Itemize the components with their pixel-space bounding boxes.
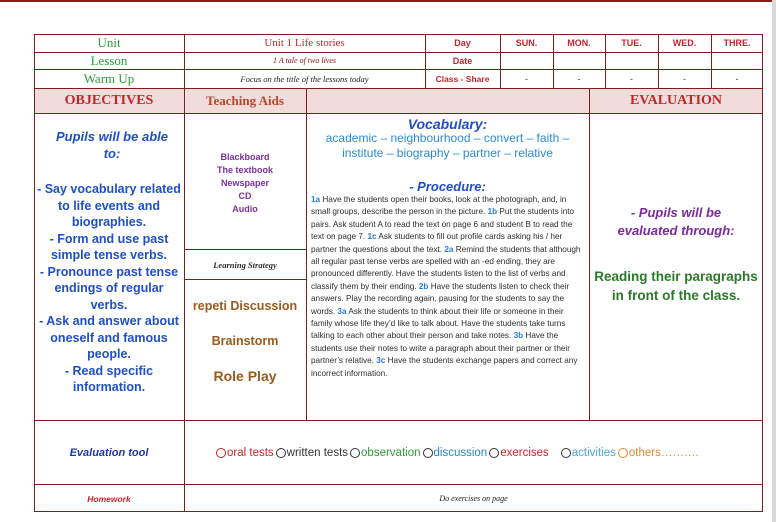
step-number: 1a — [311, 195, 321, 204]
strategy-brainstorm: Brainstorm — [211, 334, 279, 348]
evaluation-option[interactable] — [489, 447, 549, 459]
vocabulary-words: academic – neighbourhood – convert – faith – institute – biography – partner – relative — [325, 131, 570, 160]
evaluation-option[interactable] — [561, 447, 616, 459]
step-text: Have the students use their notes to write a paragraph about their partner or their partner’s relative. — [311, 331, 570, 366]
evaluation-option[interactable] — [350, 447, 420, 459]
unit-label: Unit — [97, 35, 121, 50]
step-text: Ask the students to think about their life or someone in their family whose life they’d like to talk about. Have the students take turns talking to each other about their person and take notes. — [311, 306, 566, 341]
teaching-aids-list — [184, 151, 306, 216]
objective-item: - Pronounce past tense endings of regular verbs. — [39, 264, 179, 312]
evaluation-heading: EVALUATION — [629, 93, 723, 108]
step-number: 1b — [487, 207, 498, 217]
strategy-role-play: Role Play — [213, 368, 277, 384]
aid-item: The textbook — [216, 165, 273, 175]
step-text: Have the students exchange papers and correct any incorrect information. — [311, 356, 578, 378]
radio-circle-icon[interactable] — [618, 448, 628, 458]
step-text: Ask students to fill out profile cards asking his / her partner the questions about the text. — [311, 232, 563, 254]
unit-value: Unit 1 Life stories — [264, 37, 345, 49]
aid-item: CD — [238, 191, 252, 201]
procedure-title: - Procedure: — [409, 178, 486, 194]
objective-item: - Say vocabulary related to life events and biographies. — [37, 182, 181, 229]
evaluation-option-label: oral tests — [227, 447, 274, 459]
evaluation-option-label: exercises — [500, 447, 549, 459]
evaluation-tool-options — [216, 444, 756, 462]
evaluation-option-label: activities — [571, 447, 616, 459]
evaluation-option[interactable] — [216, 447, 274, 459]
aid-item: Blackboard — [220, 152, 270, 162]
objective-item: - Read specific information. — [64, 363, 154, 394]
learning-strategy-label: Learning Strategy — [213, 259, 277, 270]
day-tue: TUE. — [621, 38, 642, 48]
objective-item: - Ask and answer about oneself and famous people. — [39, 314, 179, 361]
homework-label: Homework — [87, 493, 131, 504]
step-number: 1c — [367, 232, 377, 242]
objective-item: - Form and use past simple tense verbs. — [49, 231, 169, 262]
class-wed: - — [683, 73, 686, 84]
evaluation-option-label: discussion — [433, 447, 488, 459]
day-label: Day — [454, 38, 471, 48]
radio-circle-icon[interactable] — [350, 448, 360, 458]
step-text: Put the students into pairs. Ask student A to read the text on page 6 and student B to read the text on page 7. — [311, 207, 575, 242]
day-wed: WED. — [672, 38, 697, 48]
top-frame-line — [0, 0, 776, 2]
evaluation-option-label: observation — [361, 447, 421, 459]
lesson-value: 1 A tale of two lives — [272, 56, 337, 65]
class-mon: - — [577, 73, 581, 84]
evaluation-option[interactable] — [276, 447, 348, 459]
aid-item: Audio — [232, 204, 258, 214]
class-sun: - — [525, 73, 528, 84]
right-scroll-edge — [772, 0, 776, 522]
evaluation-option-label: written tests — [286, 447, 349, 459]
class-share-label: Class - Share — [435, 73, 490, 84]
radio-circle-icon[interactable] — [489, 448, 499, 458]
day-thu: THRE. — [723, 38, 751, 48]
class-thu: - — [735, 73, 739, 84]
step-number: 2b — [418, 281, 429, 291]
procedure-text — [311, 194, 585, 380]
step-number: 3c — [376, 356, 386, 366]
objectives-heading: OBJECTIVES — [64, 93, 154, 108]
step-number: 3b — [513, 331, 524, 341]
step-text: Have the students listen to check their answers. Play the recording again, pausing for the students to say the words. — [311, 281, 570, 316]
evaluation-method: Reading their paragraphs in front of the class. — [594, 269, 758, 303]
step-number: 2a — [444, 244, 454, 254]
vocabulary-title: Vocabulary: — [407, 116, 488, 132]
aid-item: Newspaper — [220, 178, 270, 188]
evaluation-tool-label: Evaluation tool — [69, 446, 149, 459]
objectives-intro: Pupils will be able to: — [56, 129, 168, 161]
warmup-value: Focus on the title of the lessons today — [240, 73, 369, 84]
step-text: Remind the students that although all regular past tense verbs are spelled with an -ed ending, they are pronounced differently. Have the students listen to the list of verbs and classify them by their ending. — [311, 244, 581, 291]
radio-circle-icon[interactable] — [561, 448, 571, 458]
step-number: 3a — [337, 306, 347, 316]
radio-circle-icon[interactable] — [216, 448, 226, 458]
lesson-label: Lesson — [90, 52, 128, 68]
objectives-content — [36, 128, 182, 396]
homework-value: Do exercises on page — [439, 494, 508, 503]
teaching-aids-heading: Teaching Aids — [206, 93, 284, 108]
evaluation-intro: - Pupils will be evaluated through: — [617, 205, 735, 238]
evaluation-option[interactable] — [618, 447, 699, 459]
step-text: Have the students open their books, look at the photograph, and, in small groups, describe the person in the picture. — [311, 195, 567, 217]
strategy-discussion: repeti Discussion — [192, 299, 298, 313]
radio-circle-icon[interactable] — [276, 448, 286, 458]
day-sun: SUN. — [515, 38, 538, 48]
date-label: Date — [452, 55, 473, 66]
radio-circle-icon[interactable] — [423, 448, 433, 458]
evaluation-option-label: others………. — [628, 447, 699, 459]
evaluation-option[interactable] — [423, 447, 488, 459]
class-tue: - — [630, 73, 633, 84]
warmup-label: Warm Up — [83, 70, 135, 86]
day-mon: MON. — [567, 38, 591, 48]
